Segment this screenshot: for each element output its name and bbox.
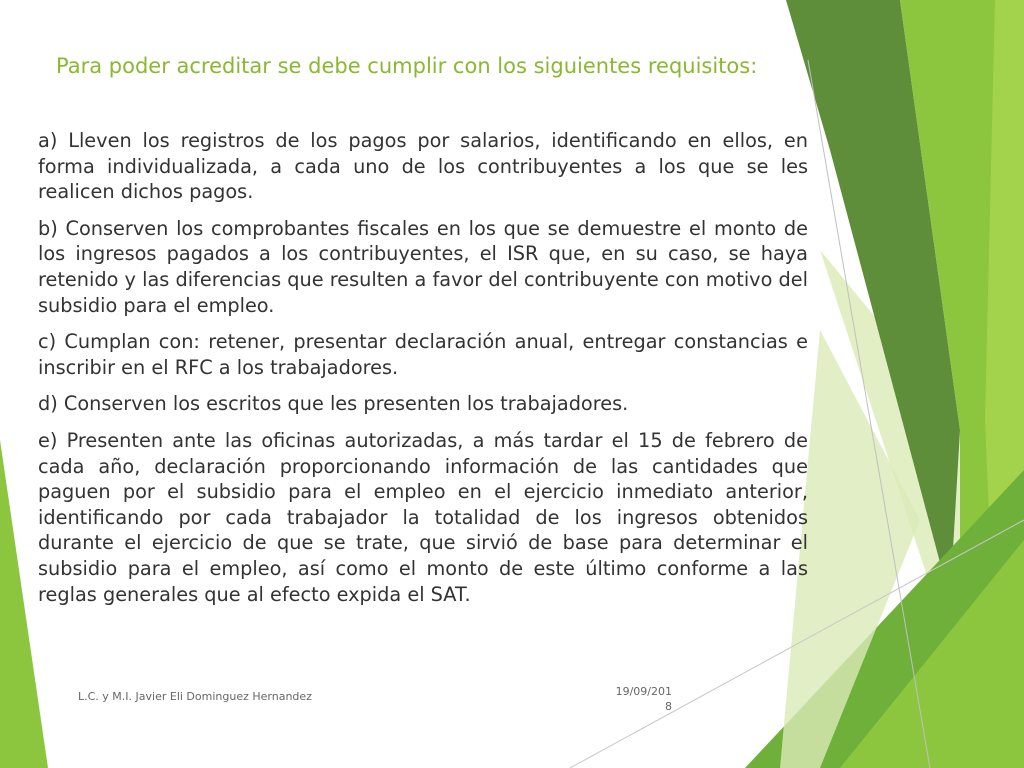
item-letter: d: [38, 392, 51, 416]
requirement-e: [38, 428, 808, 607]
requirement-b: [38, 216, 808, 318]
slide-title: Para poder acreditar se debe cumplir con los siguientes requisitos:: [56, 54, 758, 78]
item-text: ) Lleven los registros de los pagos por salarios, identificando en ellos, en forma individualizada, a cada uno de los contribuyentes a los que se les realicen dichos pagos.: [38, 129, 808, 204]
item-text: ) Conserven los escritos que les presenten los trabajadores.: [50, 392, 629, 416]
item-letter: b: [38, 216, 51, 240]
item-letter: e: [38, 428, 50, 452]
requirement-d: [38, 391, 808, 417]
requirement-c: [38, 329, 808, 380]
footer-author: L.C. y M.I. Javier Eli Dominguez Hernandez: [78, 690, 312, 703]
item-text: ) Presenten ante las oficinas autorizadas, a más tardar el 15 de febrero de cada año, declaración proporcionando información de las cantidades que paguen por el subsidio para el empleo en el ejercicio inmediato anterior, identificando por cada trabajador la totalidad de los ingresos obtenidos durante el ejercicio de que se trate, que sirvió de base para determinar el subsidio para el empleo, así como el monto de este último conforme a las reglas generales que al efecto expida el SAT.: [38, 428, 808, 606]
requirements-list: [38, 128, 808, 618]
footer-date: 19/09/2018: [615, 685, 672, 713]
item-letter: a: [38, 129, 50, 152]
item-text: ) Cumplan con: retener, presentar declaración anual, entregar constancias e inscribir en el RFC a los trabajadores.: [38, 330, 808, 379]
requirement-a: [38, 128, 808, 205]
item-letter: c: [38, 330, 49, 354]
item-text: ) Conserven los comprobantes fiscales en los que se demuestre el monto de los ingresos pagados a los contribuyentes, el ISR que, en su caso, se haya retenido y las diferencias que resulten a favor del contribuyente con motivo del subsidio para el empleo.: [38, 216, 808, 317]
